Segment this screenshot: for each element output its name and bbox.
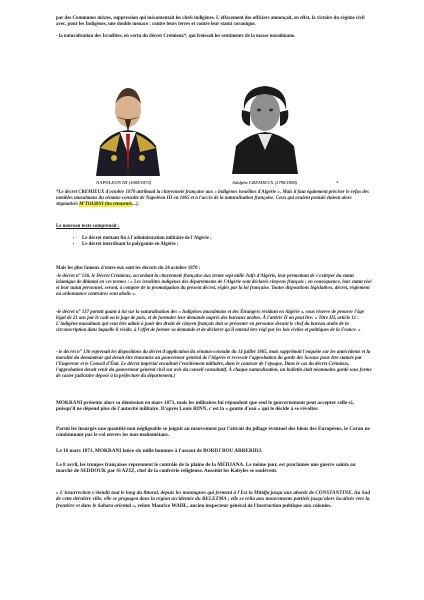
mokrani-paragraph: MOKRANI présente alors sa démission en mars 1871, mais les militaires lui répondent que seul le gouvernement peut accepter celle-ci, puisqu'il ne dépend plus de l'autorité militaire. D'après Louis RINN, c'est la « goutte d'eau » qui le décide à se révolter.: [56, 400, 354, 413]
napoleon-caption: NAPOLEON III (1808/1873): [96, 180, 152, 185]
mtourni-highlight: M'TOURNI (les retournés: [79, 202, 133, 207]
decret-137-paragraph: -le décret n° 137 portait quant à lui sur la naturalisation des « Indigènes musulmans et des Étrangers résidant en Algérie », sous réserve de prouver l'âge légal de 21 ans par le cadi ou le juge de paix, et de formuler leur demande auprès des bureaux arabes. À l'article II on peut lire: « Titre III, article 11 : L'indigène musulman qui veut être admis à jouir des droits de citoyen français doit se présenter en personne devant le chef du bureau arabe de la circonscription dans laquelle il réside, à l'effet de former sa demande et de déclarer qu'il entend être régi par les lois civiles et politiques de la France. »: [56, 310, 365, 333]
wahl-quote: [56, 490, 372, 509]
cremieux-note-end: ...).: [132, 202, 139, 207]
napoleon-portrait: [90, 74, 166, 176]
list-item: • Le décret interdisant la polygamie en Algérie ;: [82, 242, 382, 248]
insurges-paragraph: Parmi les insurgés une quantité non négligeable se joignit au mouvement par l'attrait du pillage éventuel des biens des Européens, le Coran ne condamnant pas le vol envers les non-mahométans.: [56, 426, 370, 439]
cremieux-note: [56, 190, 372, 208]
cremieux-caption: Adolphe CREMIEUX (1796/1880): [232, 180, 298, 185]
cremieux-caption-mark: *: [336, 180, 339, 185]
decree-list: [70, 236, 382, 248]
medjana-paragraph: Le 8 avril, les troupes françaises reprennent le contrôle de la plaine de la MEDJANA. Le même jour, est proclamée une guerre sainte au marché de SEDDOUK par Si AZIZ, chef de la confrérie religieuse. Aussitôt les Kabyles se soulèvent.: [56, 462, 356, 475]
quote-attribution: , relate Maurice WAHL, ancien inspecteur général de l'instruction publique aux colonies.: [134, 502, 332, 509]
decret-136-paragraph: -le décret n° 136, le Décret Crémieux, accordant la citoyenneté française aux trente sept mille Juifs d'Algérie, leur permettant de s'extirper du statut islamique de dhimmi en ces termes : « Les israélites indigènes des départements de l'Algérie sont déclarés citoyens français ; en conséquence, leur statut réel et leur statut personnel, seront, à compter de la promulgation du présent décret, réglés par la loi française. Toutes dispositions législatives, décret, règlement ou ordonnance contraires sont abolis ».: [56, 274, 372, 297]
cremieux-portrait: [228, 76, 302, 174]
section-heading: Le nouveau texte comprenait :: [56, 224, 120, 229]
assaut-paragraph: Le 16 mars 1871, MOKRANI lance six mille hommes à l'assaut de BORDJ BOU ARRERIDJ.: [56, 448, 263, 454]
intro-paragraph: par des Communes mixtes, suppression qui mécontentait les chefs indigènes. L'effacement des officiers annonçait, en effet, la victoire du régime civil avec, pour les Indigènes, une double menace : contre leurs terres et contre leur statut coranique.: [56, 16, 365, 27]
decret-136-reprise-paragraph: - le décret n° 136 reprenait les dispositions du décret d'application du sénatus-consulte du 14 juillet 1865, mais supprimait l'enquête sur les antécédents et la moralité du demandeur qui devait être transmise au gouverneur général de l'Algérie et recevoir l'approbation du garde des Sceaux pour être statuée par l'Empereur et le Conseil d'État. Le décret impérial encadrait l'enrôlement militaire, dans le contexte de l'époque. Dans le cas du décret Crémieux, l'approbation devait venir du gouverneur général civil sur avis du conseil consultatif. À chaque naturalisation, un bulletin était néanmoins gardé sous forme de casier judiciaire déposé à la préfecture du département.]: [56, 350, 372, 379]
naturalisation-paragraph: - la naturalisation des Israélites, en vertu du décret Crémieux*, qui froissait les sentiments de la masse musulmane.: [56, 34, 296, 39]
cremieux-note-text: *Le décret CREMIEUX d'octobre 1870 attribuait la citoyenneté française aux « indigènes israélites d'Algérie ». Mais il faut également préciser le refus des notables musulmans du sénatus-consulte de Napoléon III en 1865 et à l'accès de la naturalisation française. Ceux qui avaient postulé étaient alors stigmatisés: [56, 190, 369, 207]
list-item: • Le décret mettant fin à l'administration militaire de l'Algérie ;: [82, 236, 382, 242]
decrets-paragraph: Mais les plus fameux d'entre eux sont les décrets du 24 octobre 1870 :: [56, 266, 201, 271]
quote-text: « L'insurrection s'étendit tout le long du littoral, depuis les montagnes qui ferment à l'Est la Mitidja jusqu'aux abords de CONSTANTINE. Au Sud de cette dernière ville, elle se propagea dans la région accidentée du BELEZMA ; elle se relia aux mouvements partiels jusqu'alors localisés vers la frontière et dans le Sahara oriental »: [56, 490, 370, 509]
